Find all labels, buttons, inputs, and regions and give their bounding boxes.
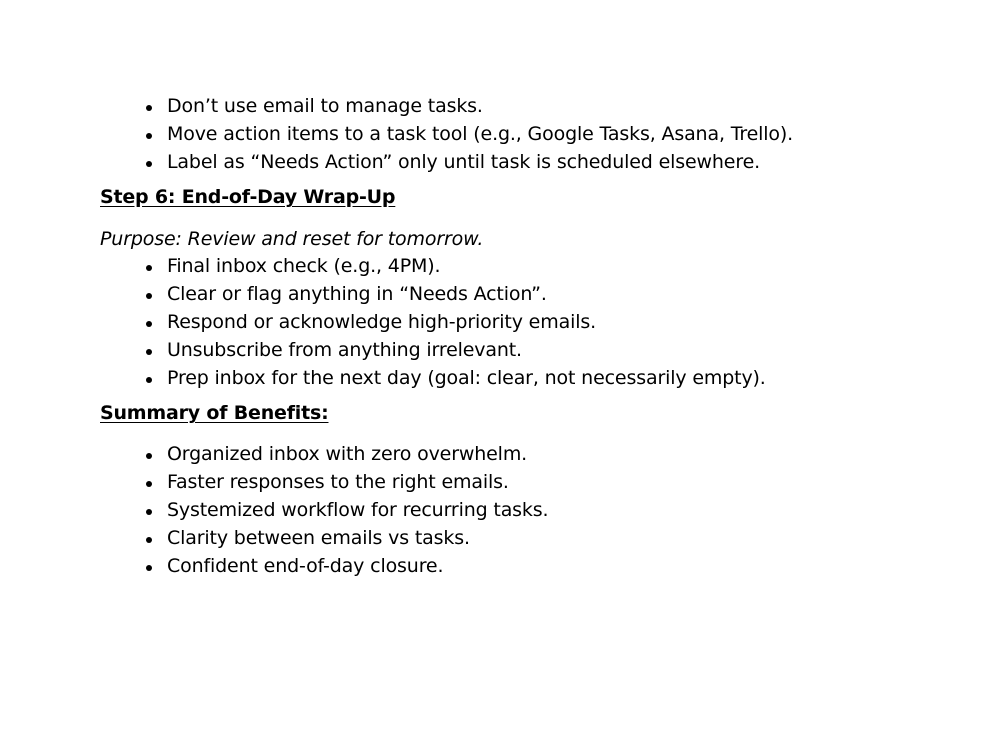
list-item: Clear or flag anything in “Needs Action”. — [167, 281, 960, 309]
summary-heading: Summary of Benefits: — [100, 402, 329, 425]
list-item: Faster responses to the right emails. — [167, 469, 960, 497]
list-item: Prep inbox for the next day (goal: clear, not necessarily empty). — [167, 365, 960, 393]
document-page — [100, 93, 960, 580]
list-item: Confident end-of-day closure. — [167, 553, 960, 581]
list-item: Don’t use email to manage tasks. — [167, 93, 960, 121]
step6-bullet-list — [100, 253, 960, 392]
list-item: Move action items to a task tool (e.g., Google Tasks, Asana, Trello). — [167, 121, 960, 149]
intro-bullet-list — [100, 93, 960, 176]
list-item: Clarity between emails vs tasks. — [167, 525, 960, 553]
list-item: Final inbox check (e.g., 4PM). — [167, 253, 960, 281]
list-item: Respond or acknowledge high-priority emails. — [167, 309, 960, 337]
list-item: Systemized workflow for recurring tasks. — [167, 497, 960, 525]
summary-bullet-list — [100, 441, 960, 580]
step6-purpose: Purpose: Review and reset for tomorrow. — [100, 228, 484, 251]
step6-heading: Step 6: End-of-Day Wrap-Up — [100, 186, 396, 209]
list-item: Label as “Needs Action” only until task is scheduled elsewhere. — [167, 149, 960, 177]
list-item: Organized inbox with zero overwhelm. — [167, 441, 960, 469]
list-item: Unsubscribe from anything irrelevant. — [167, 337, 960, 365]
